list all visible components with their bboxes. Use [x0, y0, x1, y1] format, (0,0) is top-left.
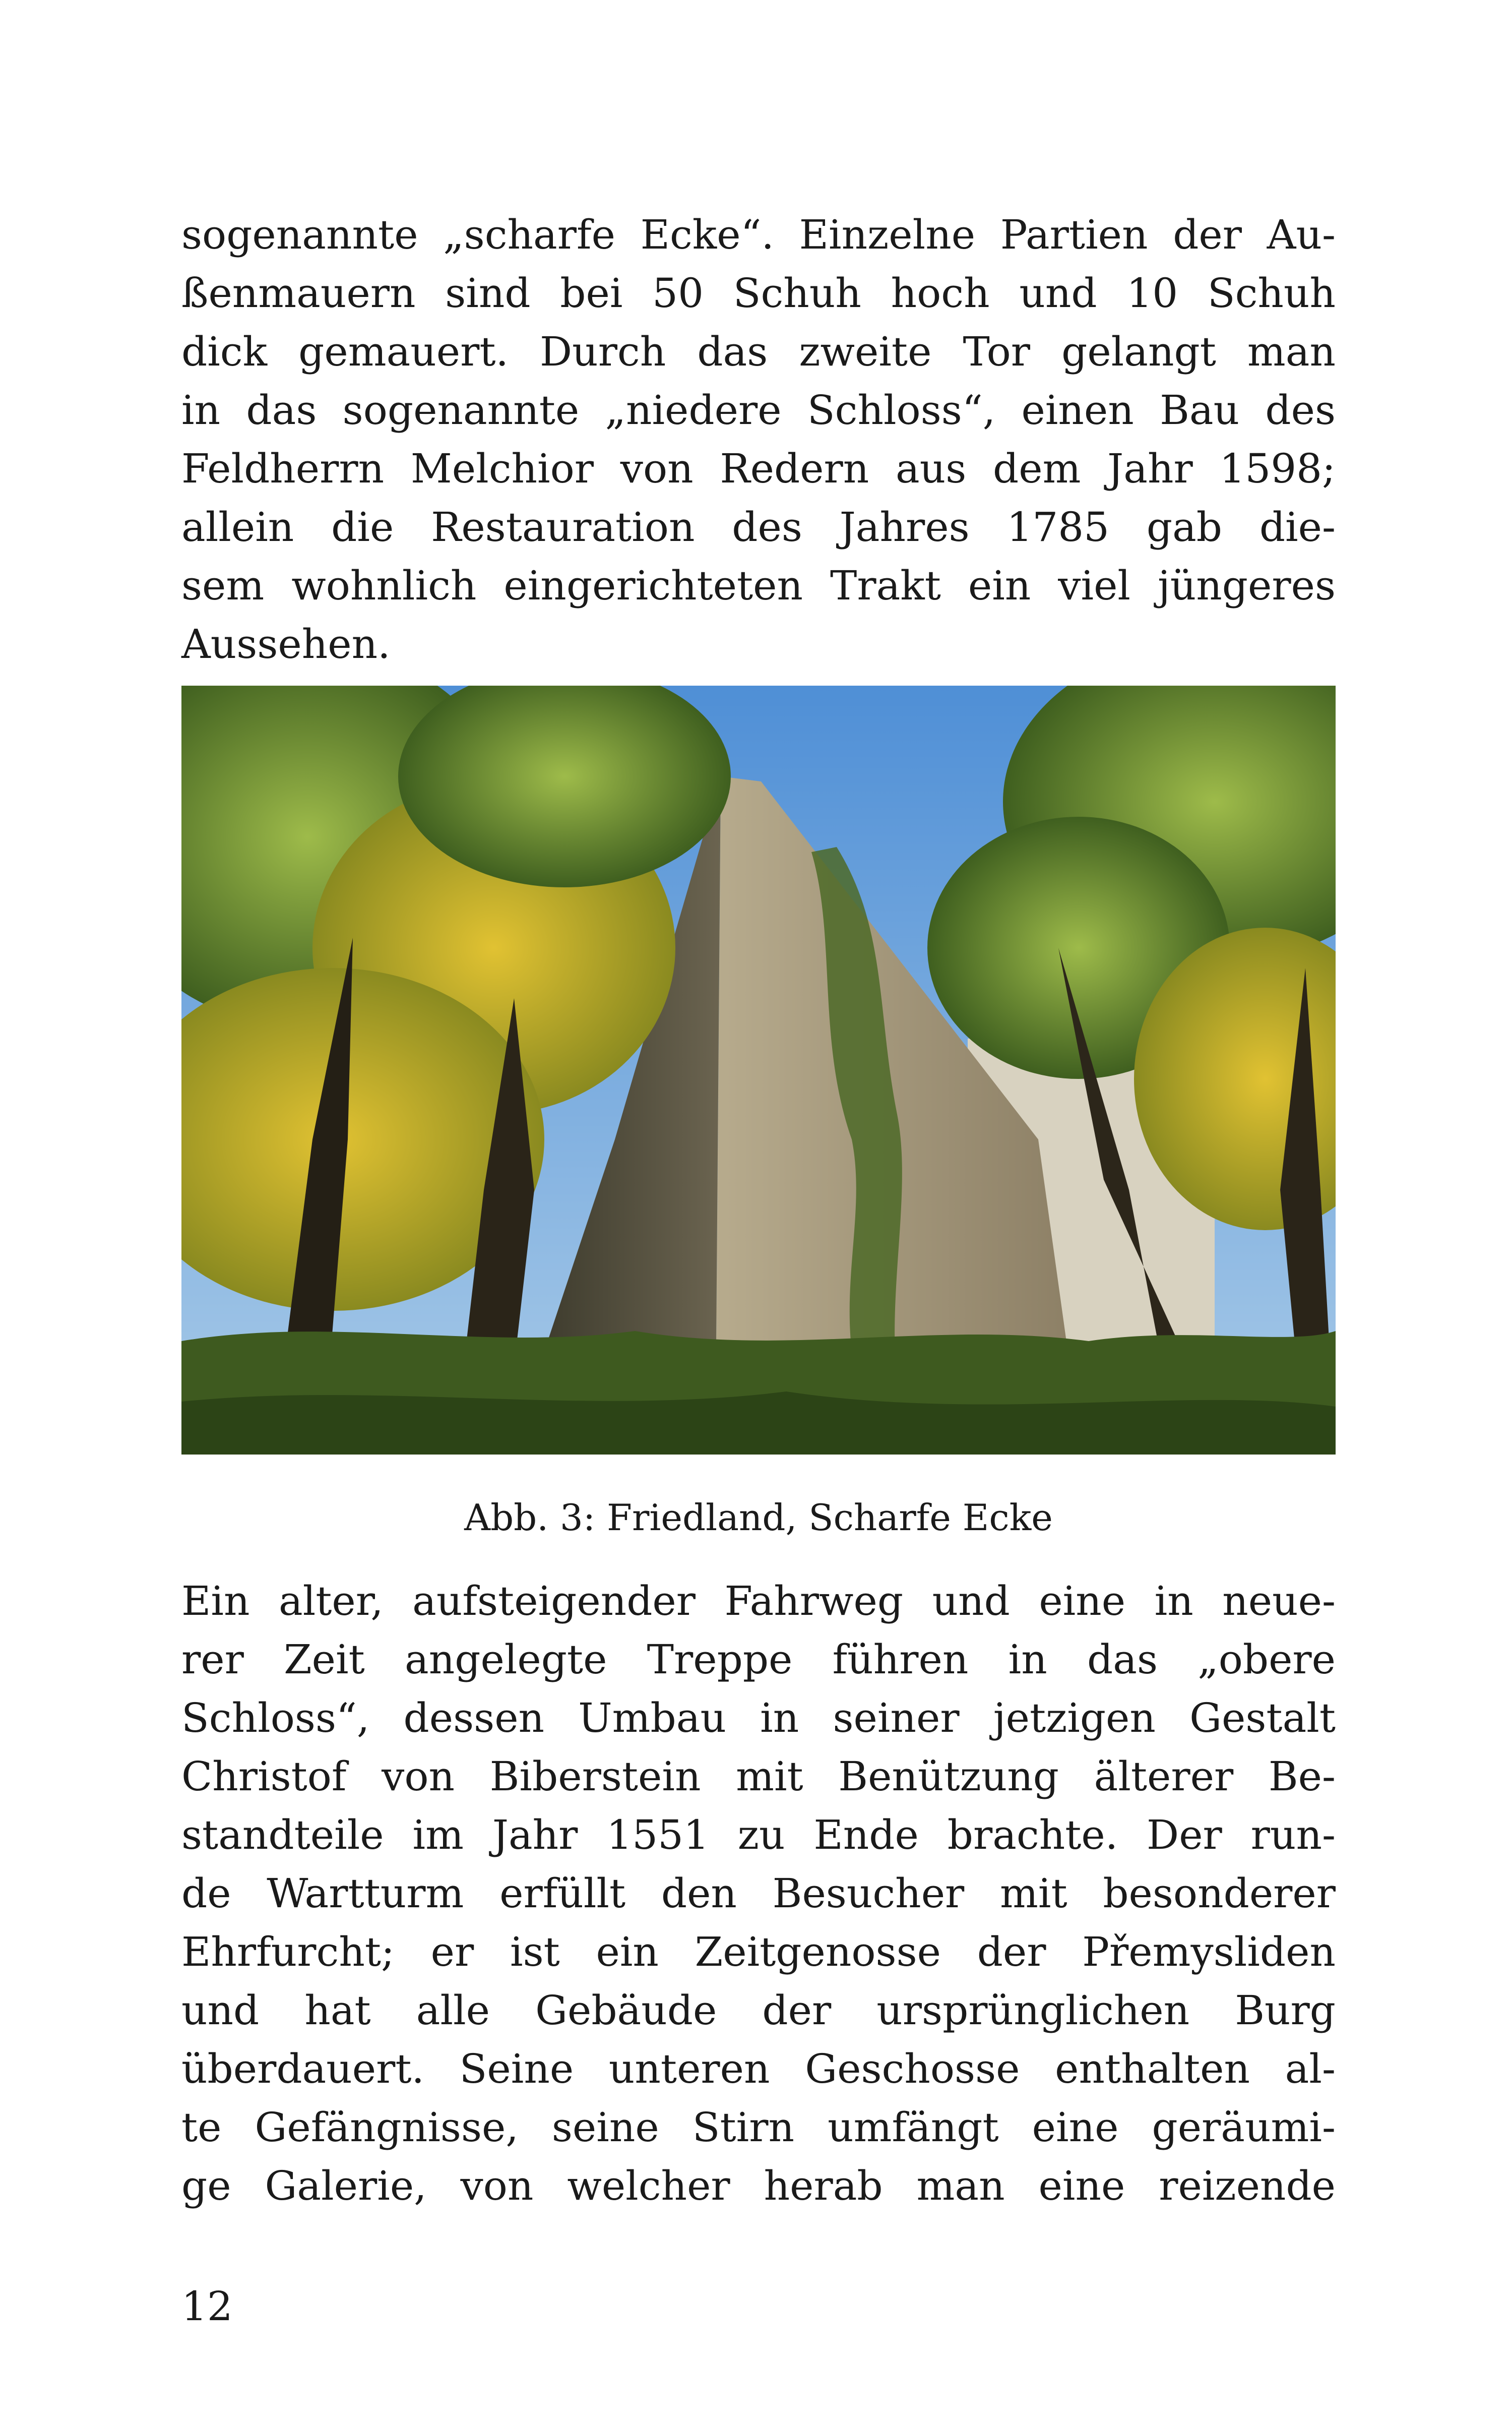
- text-line: Schloss“, dessen Umbau in seiner jetzigen Gestalt: [181, 1695, 1336, 1741]
- text-line: rer Zeit angelegte Treppe führen in das „obere: [181, 1636, 1336, 1683]
- body-paragraph-2: [181, 1572, 1336, 2215]
- figure-caption: Abb. 3: Friedland, Scharfe Ecke: [464, 1496, 1053, 1539]
- text-line: Feldherrn Melchior von Redern aus dem Jahr 1598;: [181, 445, 1336, 492]
- text-line: de Wartturm erfüllt den Besucher mit besonderer: [181, 1870, 1336, 1917]
- body-paragraph-1: [181, 206, 1336, 674]
- page-number: 12: [181, 2283, 233, 2330]
- text-line: überdauert. Seine unteren Geschosse enthalten al-: [181, 2045, 1336, 2092]
- text-line: Aussehen.: [181, 621, 391, 668]
- text-line: Ehrfurcht; er ist ein Zeitgenosse der Přemysliden: [181, 1928, 1336, 1975]
- text-line: te Gefängnisse, seine Stirn umfängt eine geräumi-: [181, 2104, 1336, 2151]
- text-line: ge Galerie, von welcher herab man eine reizende: [181, 2162, 1336, 2209]
- text-line: standteile im Jahr 1551 zu Ende brachte. Der run-: [181, 1811, 1336, 1858]
- text-line: Christof von Biberstein mit Benützung älterer Be-: [181, 1753, 1336, 1800]
- photo-castle-wall: [181, 686, 1336, 1455]
- text-line: allein die Restauration des Jahres 1785 gab die-: [181, 504, 1336, 551]
- text-line: dick gemauert. Durch das zweite Tor gelangt man: [181, 328, 1336, 375]
- text-line: Ein alter, aufsteigender Fahrweg und eine in neue-: [181, 1578, 1336, 1624]
- text-line: sogenannte „scharfe Ecke“. Einzelne Partien der Au-: [181, 211, 1336, 258]
- text-line: sem wohnlich eingerichteten Trakt ein viel jüngeres: [181, 562, 1336, 609]
- text-line: ßenmauern sind bei 50 Schuh hoch und 10 Schuh: [181, 270, 1336, 317]
- figure-photo: [181, 686, 1336, 1455]
- text-line: und hat alle Gebäude der ursprünglichen Burg: [181, 1987, 1336, 2034]
- text-line: in das sogenannte „niedere Schloss“, einen Bau des: [181, 387, 1336, 434]
